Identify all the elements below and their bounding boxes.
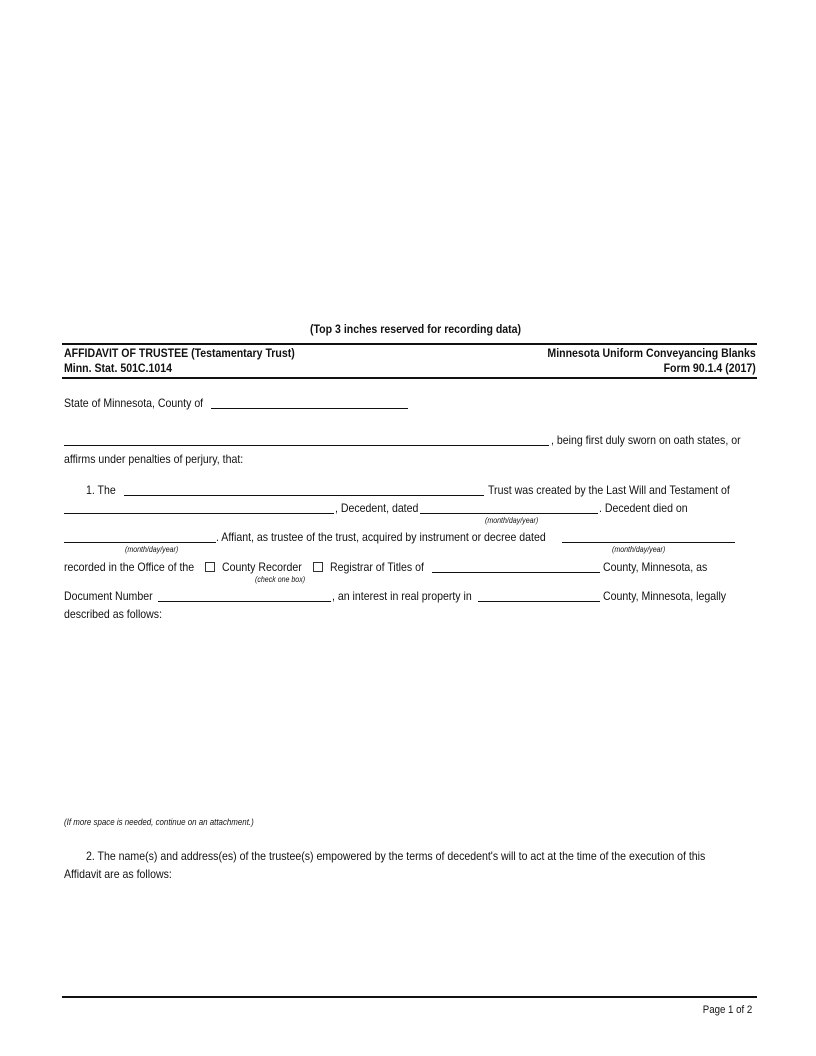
recording-county-field[interactable] — [432, 572, 600, 573]
para2-text: 2. The name(s) and address(es) of the trustee(s) empowered by the terms of decedent's will to act at the time of the execution of this — [86, 849, 706, 863]
para1-text: , Decedent, dated — [335, 501, 419, 515]
para1-text: . Affiant, as trustee of the trust, acquired by instrument or decree dated — [216, 530, 546, 544]
date-hint: (month/day/year) — [125, 545, 179, 554]
para1-text: County, Minnesota, legally — [603, 589, 727, 603]
form-title: AFFIDAVIT OF TRUSTEE (Testamentary Trust) — [64, 346, 295, 360]
form-number: Form 90.1.4 (2017) — [663, 361, 756, 375]
county-field[interactable] — [211, 408, 408, 409]
para1-number: 1. The — [86, 483, 116, 497]
para2-text-2: Affidavit are as follows: — [64, 867, 172, 881]
para1-text: Document Number — [64, 589, 153, 603]
will-date-field[interactable] — [420, 513, 598, 514]
venue-label: State of Minnesota, County of — [64, 396, 204, 410]
footer-rule — [62, 996, 757, 998]
para1-text: , an interest in real property in — [332, 589, 472, 603]
oath-text-2: affirms under penalties of perjury, that: — [64, 452, 244, 466]
death-date-field[interactable] — [64, 542, 216, 543]
document-number-field[interactable] — [158, 601, 331, 602]
registrar-label: Registrar of Titles of — [330, 560, 424, 574]
page-number: Page 1 of 2 — [702, 1004, 752, 1016]
para1-text: Trust was created by the Last Will and Testament of — [488, 483, 730, 497]
statute: Minn. Stat. 501C.1014 — [64, 361, 172, 375]
header-top-rule — [62, 343, 757, 345]
county-recorder-label: County Recorder — [222, 560, 302, 574]
para1-text: recorded in the Office of the — [64, 560, 195, 574]
instrument-date-field[interactable] — [562, 542, 735, 543]
space-note: (If more space is needed, continue on an attachment.) — [64, 817, 254, 827]
check-hint: (check one box) — [255, 575, 306, 584]
para1-text: described as follows: — [64, 607, 163, 621]
registrar-checkbox[interactable] — [313, 562, 323, 572]
form-series: Minnesota Uniform Conveyancing Blanks — [547, 346, 756, 360]
reserved-note: (Top 3 inches reserved for recording data) — [310, 322, 522, 336]
para1-text: County, Minnesota, as — [603, 560, 708, 574]
property-county-field[interactable] — [478, 601, 600, 602]
county-recorder-checkbox[interactable] — [205, 562, 215, 572]
date-hint: (month/day/year) — [612, 545, 666, 554]
decedent-name-field[interactable] — [64, 513, 334, 514]
trust-name-field[interactable] — [124, 495, 484, 496]
para1-text: . Decedent died on — [599, 501, 688, 515]
oath-text: , being first duly sworn on oath states, or — [551, 433, 741, 447]
affiant-name-field[interactable] — [64, 445, 549, 446]
date-hint: (month/day/year) — [485, 516, 539, 525]
header-bottom-rule — [62, 377, 757, 379]
